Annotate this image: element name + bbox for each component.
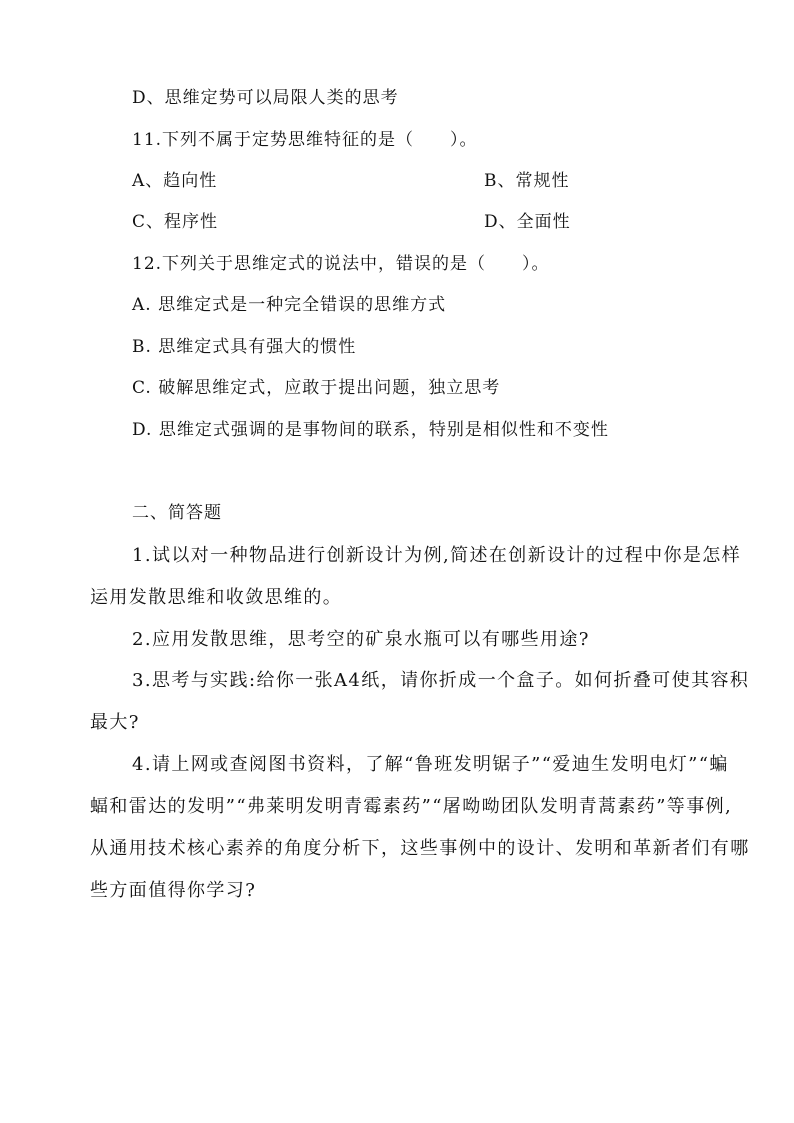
q11-stem: 11.下列不属于定势思维特征的是（ ）。 [132,130,478,150]
sa-q3-line2: 最大? [90,712,140,733]
q12-stem: 12.下列关于思维定式的说法中，错误的是（ ）。 [132,254,550,274]
q11-option-b: B、常规性 [484,171,570,191]
q11-option-d: D、全面性 [484,212,571,232]
q10-option-d: D、思维定势可以局限人类的思考 [132,88,399,108]
section-heading: 二、简答题 [132,503,222,523]
q12-option-d: D. 思维定式强调的是事物间的联系，特别是相似性和不变性 [132,420,609,440]
q11-option-c: C、程序性 [132,212,219,232]
sa-q4-line1: 4.请上网或查阅图书资料，了解“鲁班发明锯子”“爱迪生发明电灯”“蝙 [132,754,729,775]
q11-option-a: A、趋向性 [132,171,218,191]
sa-q4-line2: 蝠和雷达的发明”“弗莱明发明青霉素药”“屠呦呦团队发明青蒿素药”等事例, [90,796,733,817]
q12-option-c: C. 破解思维定式，应敢于提出问题，独立思考 [132,378,501,398]
sa-q1-line1: 1.试以对一种物品进行创新设计为例,简述在创新设计的过程中你是怎样 [132,545,742,566]
sa-q1-line2: 运用发散思维和收敛思维的。 [90,587,343,608]
q12-option-a: A. 思维定式是一种完全错误的思维方式 [132,295,447,315]
sa-q4-line4: 些方面值得你学习? [90,880,257,901]
q12-option-b: B. 思维定式具有强大的惯性 [132,337,357,357]
sa-q2-line1: 2.应用发散思维，思考空的矿泉水瓶可以有哪些用途? [132,629,590,650]
sa-q4-line3: 从通用技术核心素养的角度分析下，这些事例中的设计、发明和革新者们有哪 [90,838,750,859]
sa-q3-line1: 3.思考与实践:给你一张A4纸，请你折成一个盒子。如何折叠可使其容积 [132,670,750,691]
